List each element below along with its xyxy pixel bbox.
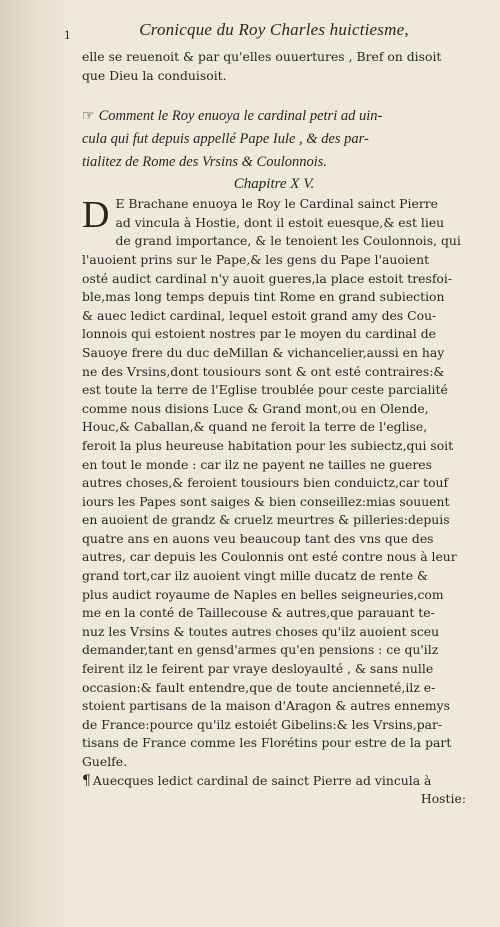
body-line: grand tort,car ilz auoient vingt mille ducatz de rente & <box>82 568 429 584</box>
page-gutter <box>0 0 74 927</box>
body-line: Sauoye frere du duc deMillan & vichancelier,aussi en hay <box>82 344 445 360</box>
catchword: Hostie: <box>420 791 466 807</box>
running-header <box>64 20 466 42</box>
body-paragraph <box>82 195 466 771</box>
body-line: en auoient de grandz & cruelz meurtres & pilleries:depuis <box>82 512 450 528</box>
body-line: autres, car depuis les Coulonnis ont esté contre nous à leur <box>82 549 457 565</box>
intro-text <box>82 48 466 85</box>
chapter-number: Chapitre X V. <box>233 176 315 193</box>
body-line: plus audict royaume de Naples en belles seigneuries,com <box>82 586 444 602</box>
body-line: ad vincula à Hostie, dont il estoit euesque,& est lieu <box>115 214 445 230</box>
body-line: quatre ans en auons veu beaucoup tant des vns que des <box>82 530 434 546</box>
body-line: & auec ledict cardinal, lequel estoit grand amy des Cou- <box>82 307 437 323</box>
body-line: occasion:& fault entendre,que de toute ancienneté,ilz e- <box>82 679 436 695</box>
title-line: ☞ Comment le Roy enuoya le cardinal petri ad uin- <box>82 108 383 125</box>
body-line: ne des Vrsins,dont tousiours sont & ont esté contraires:& <box>82 363 445 379</box>
text-line: elle se reuenoit & par qu'elles ouuertures , Bref on disoit <box>82 49 442 64</box>
pilcrow-icon: ¶ <box>82 772 91 789</box>
body-line: lonnois qui estoient nostres par le moyen du cardinal de <box>82 326 436 342</box>
body-line: E Brachane enuoya le Roy le Cardinal sainct Pierre <box>115 196 438 212</box>
text-line: que Dieu la conduisoit. <box>82 67 227 83</box>
body-line: stoient partisans de la maison d'Aragon & autres ennemys <box>82 698 451 714</box>
body-line: iours les Papes sont saiges & bien conseillez:mias souuent <box>82 493 450 509</box>
pointing-hand-icon: ☞ <box>82 109 95 125</box>
running-title: Cronicque du Roy Charles huictiesme, <box>139 20 409 39</box>
body-line: demander,tant en gensd'armes qu'en pensions : ce qu'ilz <box>82 642 439 658</box>
page-number: 1 <box>64 27 71 42</box>
body-line: Guelfe. <box>82 754 128 769</box>
body-line: nuz les Vrsins & toutes autres choses qu'ilz auoient sceu <box>82 623 440 639</box>
body-line: tisans de France comme les Florétins pour estre de la part <box>82 735 452 751</box>
chapter-title <box>82 105 466 174</box>
body-line: feirent ilz le feirent par vraye desloyaulté , & sans nulle <box>82 661 434 677</box>
body-line: de grand importance, & le tenoient les Coulonnois, qui <box>115 233 461 249</box>
body-line: osté audict cardinal n'y auoit gueres,la place estoit tresfoi- <box>82 270 453 286</box>
body-line: autres choses,& feroient tousiours bien conduictz,car touf <box>82 475 449 491</box>
body-line: comme nous disions Luce & Grand mont,ou en Olende, <box>82 400 429 416</box>
title-line: tialitez de Rome des Vrsins & Coulonnois. <box>82 154 328 171</box>
drop-cap: D <box>82 194 110 237</box>
body-line: ble,mas long temps depuis tint Rome en grand subiection <box>82 289 445 305</box>
body-line: Houc,& Caballan,& quand ne feroit la terre de l'eglise, <box>82 419 428 435</box>
body-line: feroit la plus heureuse habitation pour les subiectz,qui soit <box>82 437 454 453</box>
body-line: est toute la terre de l'Eglise troublée pour ceste parcialité <box>82 382 448 398</box>
closing-line: ¶ Auecques ledict cardinal de sainct Pierre ad vincula à <box>82 772 432 789</box>
title-line: cula qui fut depuis appellé Pape Iule , & des par- <box>82 131 369 148</box>
body-line: de France:pource qu'ilz estoiét Gibelins:& les Vrsins,par- <box>82 716 443 732</box>
body-line: l'auoient prins sur le Pape,& les gens du Pape l'auoient <box>82 251 430 267</box>
body-line: en tout le monde : car ilz ne payent ne tailles ne gueres <box>82 456 432 472</box>
body-line: me en la conté de Taillecouse & autres,que parauant te- <box>82 605 435 621</box>
